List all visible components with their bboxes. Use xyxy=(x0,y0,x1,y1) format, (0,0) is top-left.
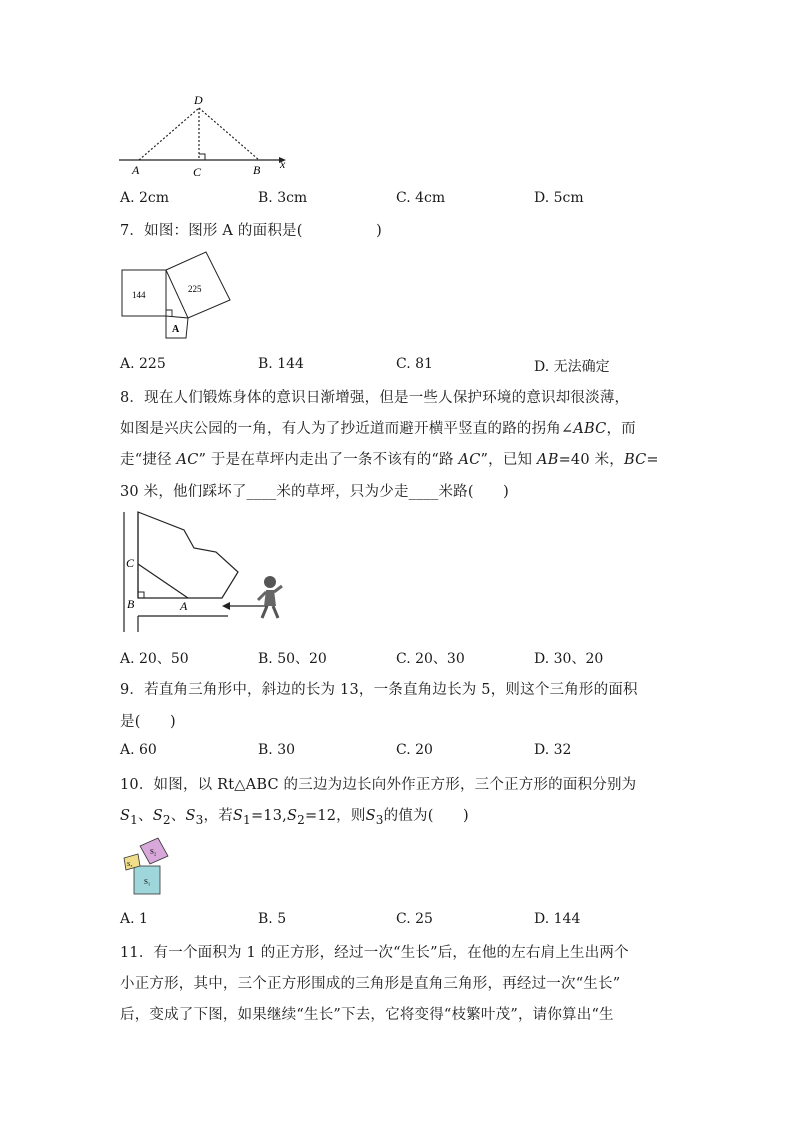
q11-line-1: 11．有一个面积为 1 的正方形，经过一次“生长”后，在他的左右肩上生出两个 xyxy=(120,945,629,961)
q6-figure xyxy=(115,90,295,182)
q7-figure xyxy=(118,246,238,342)
q10-option-c[interactable]: C. 25 xyxy=(396,911,433,927)
walking-person-icon xyxy=(258,576,282,618)
q8-option-c[interactable]: C. 20、30 xyxy=(396,651,465,667)
q7-option-c[interactable]: C. 81 xyxy=(396,356,433,372)
q8-option-d[interactable]: D. 30、20 xyxy=(534,651,604,667)
q8-figure xyxy=(118,510,298,634)
q9-option-c[interactable]: C. 20 xyxy=(396,742,433,758)
q10-option-a[interactable]: A. 1 xyxy=(120,911,148,927)
q7-option-b[interactable]: B. 144 xyxy=(258,356,304,372)
q6-option-d[interactable]: D. 5cm xyxy=(534,190,584,206)
label-C: C xyxy=(126,556,135,570)
q9-option-b[interactable]: B. 30 xyxy=(258,742,296,758)
q11-line-3: 后，变成了下图，如果继续“生长”下去，它将变得“枝繁叶茂”，请你算出“生 xyxy=(120,1007,614,1023)
q10-line-1: 10．如图，以 Rt△ABC 的三边为边长向外作正方形，三个正方形的面积分别为 xyxy=(120,777,637,793)
q9-line-2: 是( ) xyxy=(120,714,176,730)
q6-option-c[interactable]: C. 4cm xyxy=(396,190,446,206)
q9-line-1: 9．若直角三角形中，斜边的长为 13，一条直角边长为 5，则这个三角形的面积 xyxy=(120,682,638,698)
q8-option-a[interactable]: A. 20、50 xyxy=(120,651,189,667)
label-A: A xyxy=(180,599,188,613)
q9-option-a[interactable]: A. 60 xyxy=(120,742,157,758)
label-C: C xyxy=(193,165,202,179)
q10-option-d[interactable]: D. 144 xyxy=(534,911,581,927)
q10-option-b[interactable]: B. 5 xyxy=(258,911,287,927)
q7-option-d[interactable]: D. 无法确定 xyxy=(534,359,610,375)
label-s3: S₃ xyxy=(127,862,133,868)
q8-line-1: 8．现在人们锻炼身体的意识日渐增强，但是一些人保护环境的意识却很淡薄， xyxy=(120,390,630,406)
label-D: D xyxy=(194,93,203,107)
q8-line-4: 30 米，他们踩坏了____米的草坪，只为少走____米路( ) xyxy=(120,484,509,500)
q6-option-b[interactable]: B. 3cm xyxy=(258,190,308,206)
q9-option-d[interactable]: D. 32 xyxy=(534,742,572,758)
label-s2: S₂ xyxy=(150,848,157,856)
walk-direction-arrow-icon xyxy=(222,602,230,610)
q8-line-2: 如图是兴庆公园的一角，有人为了抄近道而避开横平竖直的路的拐角∠ABC，而 xyxy=(120,421,636,437)
q7-option-a[interactable]: A. 225 xyxy=(120,356,166,372)
q11-line-2: 小正方形，其中，三个正方形围成的三角形是直角三角形，再经过一次“生长” xyxy=(120,976,621,992)
label-s1: S₁ xyxy=(144,878,151,886)
label-B: B xyxy=(127,597,135,611)
label-B: B xyxy=(253,163,261,177)
q8-option-b[interactable]: B. 50、20 xyxy=(258,651,327,667)
label-x: x xyxy=(280,157,286,171)
q7-stem: 7．如图：图形 A 的面积是( ) xyxy=(120,223,382,239)
q10-figure xyxy=(118,836,180,898)
label-A: A xyxy=(132,163,140,177)
q6-option-a[interactable]: A. 2cm xyxy=(120,190,170,206)
square-A-label: A xyxy=(172,324,180,335)
q10-line-2: $S_1$、$S_2$、$S_3$，若$S_1=13,S_2=12$，则$S_3$的值为( ) xyxy=(120,808,469,827)
q8-line-3: 走“捷径 AC” 于是在草坪内走出了一条不该有的“路 AC”，已知 AB=40 米，BC= xyxy=(120,452,659,468)
square-225-label: 225 xyxy=(188,284,202,294)
square-144-label: 144 xyxy=(132,290,146,300)
